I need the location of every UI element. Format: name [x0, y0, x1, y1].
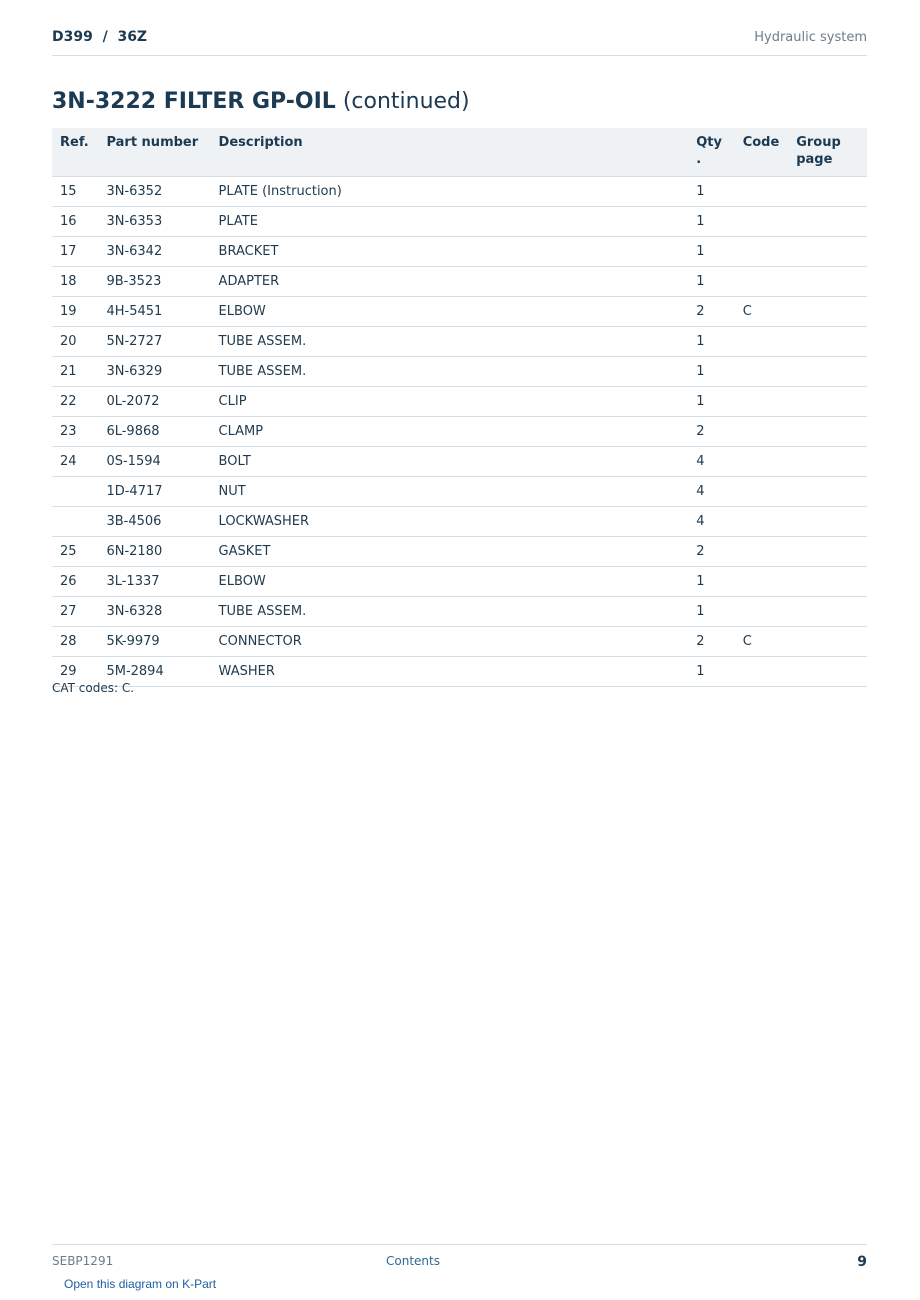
cell-part-number: 1D-4717: [98, 477, 210, 507]
cell-code: [735, 267, 789, 297]
table-row: [52, 417, 867, 447]
table-row: [52, 267, 867, 297]
table-row: [52, 207, 867, 237]
cell-part-number: 9B-3523: [98, 267, 210, 297]
table-row: [52, 507, 867, 537]
cell-group-page: [788, 537, 867, 567]
cell-group-page: [788, 567, 867, 597]
cell-code: [735, 417, 789, 447]
table-row: [52, 297, 867, 327]
cell-group-page: [788, 387, 867, 417]
cell-code: [735, 327, 789, 357]
parts-table: [52, 128, 867, 687]
cell-ref: 29: [52, 657, 98, 687]
cell-ref: 18: [52, 267, 98, 297]
page-footer: [52, 1244, 867, 1275]
cell-qty: 2: [688, 537, 734, 567]
cell-group-page: [788, 627, 867, 657]
page-number: 9: [857, 1254, 867, 1270]
cell-ref: 25: [52, 537, 98, 567]
cell-ref: 28: [52, 627, 98, 657]
model-label: D399 / 36Z: [52, 29, 148, 45]
table-row: [52, 477, 867, 507]
cell-qty: 1: [688, 657, 734, 687]
cell-description: BOLT: [211, 447, 689, 477]
cell-ref: [52, 477, 98, 507]
cell-code: [735, 507, 789, 537]
cell-qty: 1: [688, 267, 734, 297]
cell-group-page: [788, 357, 867, 387]
cell-code: [735, 477, 789, 507]
cell-qty: 1: [688, 177, 734, 207]
cell-description: ADAPTER: [211, 267, 689, 297]
cell-group-page: [788, 207, 867, 237]
cell-part-number: 3N-6342: [98, 237, 210, 267]
cell-ref: 23: [52, 417, 98, 447]
table-row: [52, 237, 867, 267]
cell-ref: 20: [52, 327, 98, 357]
cell-description: GASKET: [211, 537, 689, 567]
cell-code: [735, 657, 789, 687]
cell-description: TUBE ASSEM.: [211, 327, 689, 357]
cell-part-number: 5N-2727: [98, 327, 210, 357]
cell-group-page: [788, 417, 867, 447]
cell-qty: 2: [688, 417, 734, 447]
table-row: [52, 567, 867, 597]
cell-group-page: [788, 507, 867, 537]
cell-description: ELBOW: [211, 297, 689, 327]
page-header: [52, 28, 867, 56]
cell-code: [735, 207, 789, 237]
cell-code: [735, 447, 789, 477]
cell-ref: [52, 507, 98, 537]
header-ref: Ref.: [52, 128, 98, 177]
cell-description: CLIP: [211, 387, 689, 417]
header-code: Code: [735, 128, 789, 177]
cell-description: NUT: [211, 477, 689, 507]
table-row: [52, 447, 867, 477]
cell-group-page: [788, 237, 867, 267]
cell-group-page: [788, 267, 867, 297]
cell-description: BRACKET: [211, 237, 689, 267]
cell-code: [735, 387, 789, 417]
cell-description: PLATE: [211, 207, 689, 237]
cell-description: ELBOW: [211, 567, 689, 597]
cell-code: C: [735, 297, 789, 327]
cell-qty: 4: [688, 507, 734, 537]
cell-code: [735, 357, 789, 387]
cell-qty: 1: [688, 237, 734, 267]
cell-part-number: 4H-5451: [98, 297, 210, 327]
cell-ref: 17: [52, 237, 98, 267]
cell-part-number: 5M-2894: [98, 657, 210, 687]
cell-group-page: [788, 327, 867, 357]
cell-qty: 1: [688, 357, 734, 387]
cell-qty: 2: [688, 627, 734, 657]
cell-ref: 21: [52, 357, 98, 387]
section-label: Hydraulic system: [754, 30, 867, 45]
cell-ref: 19: [52, 297, 98, 327]
parts-table-body: [52, 177, 867, 687]
cell-qty: 2: [688, 297, 734, 327]
cell-group-page: [788, 297, 867, 327]
table-row: [52, 357, 867, 387]
cell-ref: 15: [52, 177, 98, 207]
cell-group-page: [788, 657, 867, 687]
header-part-number: Part number: [98, 128, 210, 177]
cell-qty: 1: [688, 207, 734, 237]
cat-codes-note: CAT codes: C.: [52, 681, 135, 695]
cell-part-number: 0S-1594: [98, 447, 210, 477]
cell-part-number: 6L-9868: [98, 417, 210, 447]
cell-ref: 16: [52, 207, 98, 237]
cell-code: [735, 537, 789, 567]
cell-part-number: 3N-6352: [98, 177, 210, 207]
cell-code: [735, 237, 789, 267]
cell-description: WASHER: [211, 657, 689, 687]
cell-code: [735, 177, 789, 207]
cell-part-number: 5K-9979: [98, 627, 210, 657]
table-row: [52, 657, 867, 687]
header-group-page: Group page: [788, 128, 867, 177]
cell-qty: 1: [688, 597, 734, 627]
cell-part-number: 3L-1337: [98, 567, 210, 597]
cell-group-page: [788, 477, 867, 507]
cell-ref: 26: [52, 567, 98, 597]
cell-part-number: 3N-6353: [98, 207, 210, 237]
cell-description: CONNECTOR: [211, 627, 689, 657]
table-row: [52, 627, 867, 657]
table-row: [52, 177, 867, 207]
cell-qty: 1: [688, 387, 734, 417]
header-description: Description: [211, 128, 689, 177]
page-title: [52, 89, 470, 114]
cell-ref: 22: [52, 387, 98, 417]
cell-group-page: [788, 177, 867, 207]
cell-qty: 4: [688, 477, 734, 507]
cell-description: TUBE ASSEM.: [211, 357, 689, 387]
kpart-diagram-link[interactable]: Open this diagram on K-Part: [64, 1277, 217, 1291]
cell-code: [735, 567, 789, 597]
cell-part-number: 3B-4506: [98, 507, 210, 537]
cell-qty: 4: [688, 447, 734, 477]
table-header-row: [52, 128, 867, 177]
cell-group-page: [788, 447, 867, 477]
header-qty: Qty .: [688, 128, 734, 177]
cell-qty: 1: [688, 567, 734, 597]
cell-description: LOCKWASHER: [211, 507, 689, 537]
cell-part-number: 3N-6328: [98, 597, 210, 627]
table-row: [52, 537, 867, 567]
cell-description: TUBE ASSEM.: [211, 597, 689, 627]
contents-link[interactable]: Contents: [386, 1254, 440, 1268]
cell-part-number: 0L-2072: [98, 387, 210, 417]
table-row: [52, 327, 867, 357]
cell-code: C: [735, 627, 789, 657]
cell-description: CLAMP: [211, 417, 689, 447]
cell-part-number: 3N-6329: [98, 357, 210, 387]
table-row: [52, 387, 867, 417]
document-id: SEBP1291: [52, 1254, 114, 1268]
cell-group-page: [788, 597, 867, 627]
assembly-title: 3N-3222 FILTER GP-OIL: [52, 89, 336, 114]
cell-description: PLATE (Instruction): [211, 177, 689, 207]
cell-ref: 27: [52, 597, 98, 627]
cell-ref: 24: [52, 447, 98, 477]
cell-code: [735, 597, 789, 627]
cell-part-number: 6N-2180: [98, 537, 210, 567]
continued-label: (continued): [342, 89, 470, 114]
cell-qty: 1: [688, 327, 734, 357]
table-row: [52, 597, 867, 627]
